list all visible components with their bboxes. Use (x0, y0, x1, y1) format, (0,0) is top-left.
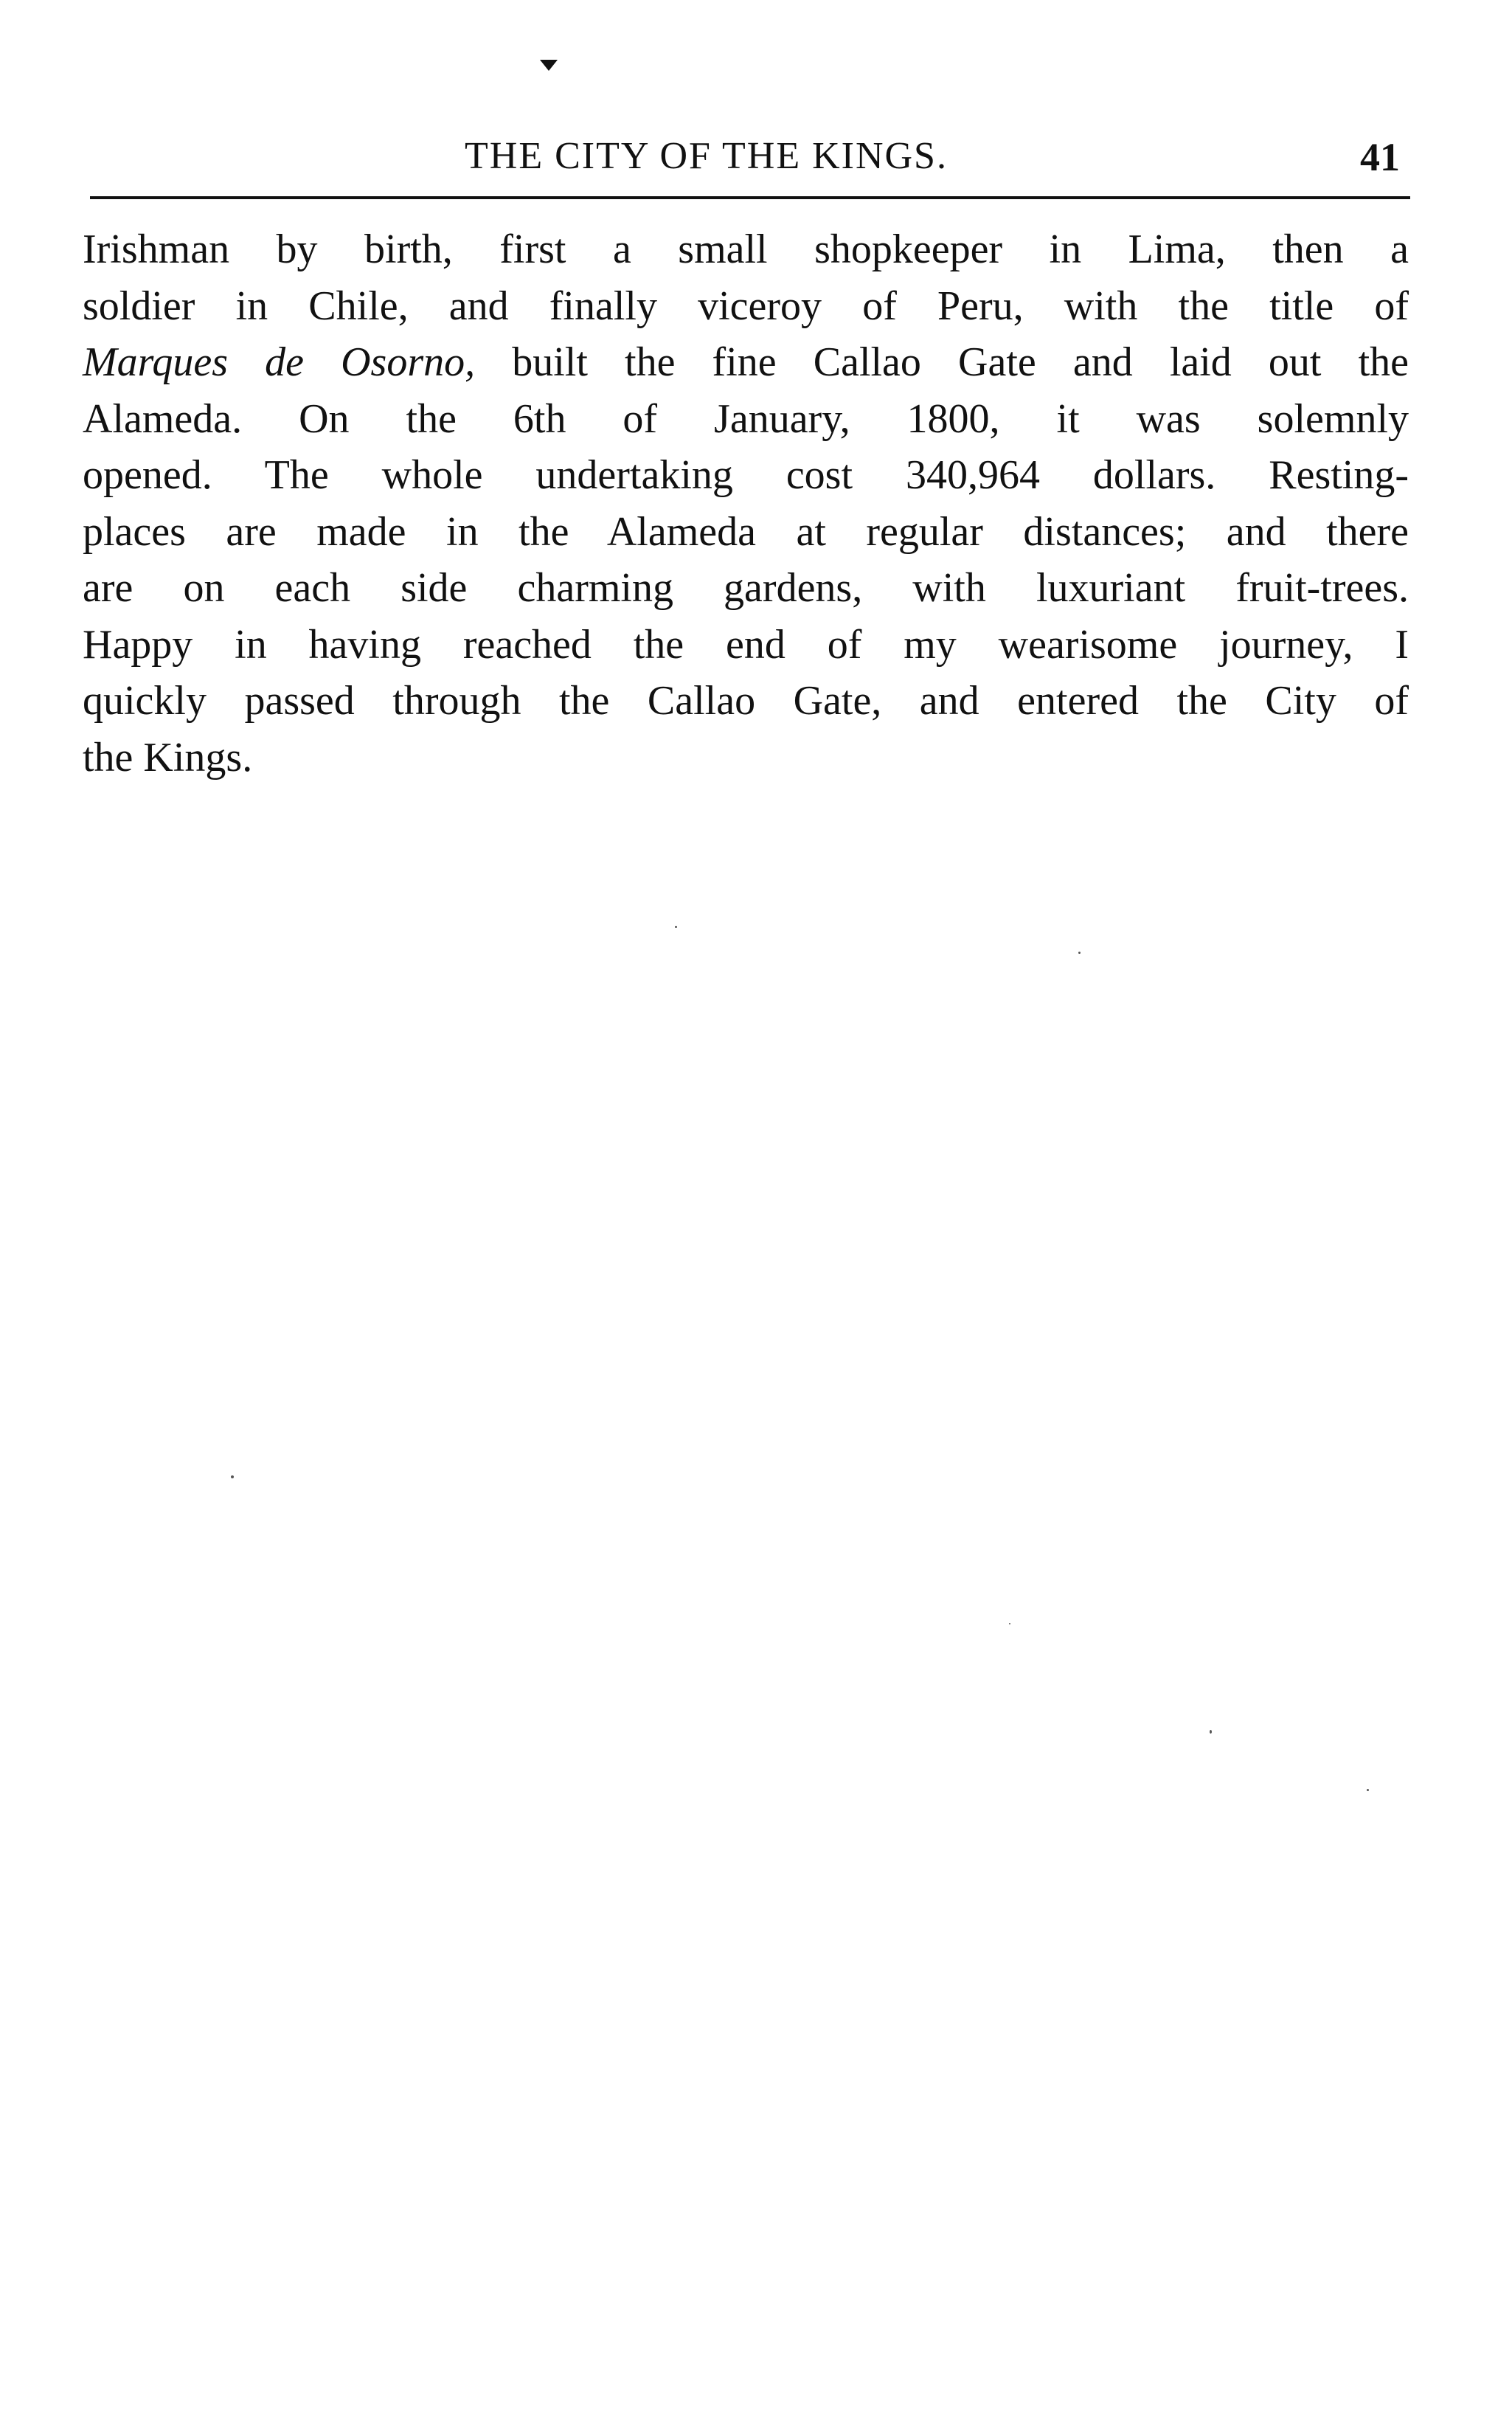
running-title: THE CITY OF THE KINGS. (465, 135, 948, 177)
paper-speck (1009, 1623, 1010, 1624)
text-line: opened. The whole undertaking cost 340,964 dollars. Resting- (83, 452, 1409, 498)
paper-speck (231, 1475, 234, 1478)
text-line: soldier in Chile, and finally viceroy of Peru, with the title of (83, 283, 1409, 329)
page-number: 41 (1360, 135, 1400, 179)
text-line: are on each side charming gardens, with luxuriant fruit-trees. (83, 565, 1409, 611)
text-line: quickly passed through the Callao Gate, and entered the City of (83, 678, 1409, 724)
body-text (83, 221, 1409, 786)
text-line: Alameda. On the 6th of January, 1800, it was solemnly (83, 395, 1409, 442)
text-line (83, 334, 1409, 391)
text-line: places are made in the Alameda at regular distances; and there (83, 508, 1409, 555)
text-line: Happy in having reached the end of my wearisome journey, I (83, 621, 1409, 668)
paper-speck (1078, 952, 1081, 954)
running-head (81, 134, 1409, 186)
text-line-rest: built the fine Callao Gate and laid out the (475, 339, 1409, 385)
paper-speck (1210, 1730, 1212, 1734)
text-line: the Kings. (83, 734, 253, 780)
text-line: Irishman by birth, first a small shopkeeper in Lima, then a (83, 226, 1409, 272)
printer-mark (538, 58, 559, 72)
header-rule (90, 195, 1410, 200)
paper-speck (675, 926, 677, 928)
paper-speck (1367, 1789, 1369, 1791)
italic-title: Marques de Osorno, (83, 339, 476, 385)
